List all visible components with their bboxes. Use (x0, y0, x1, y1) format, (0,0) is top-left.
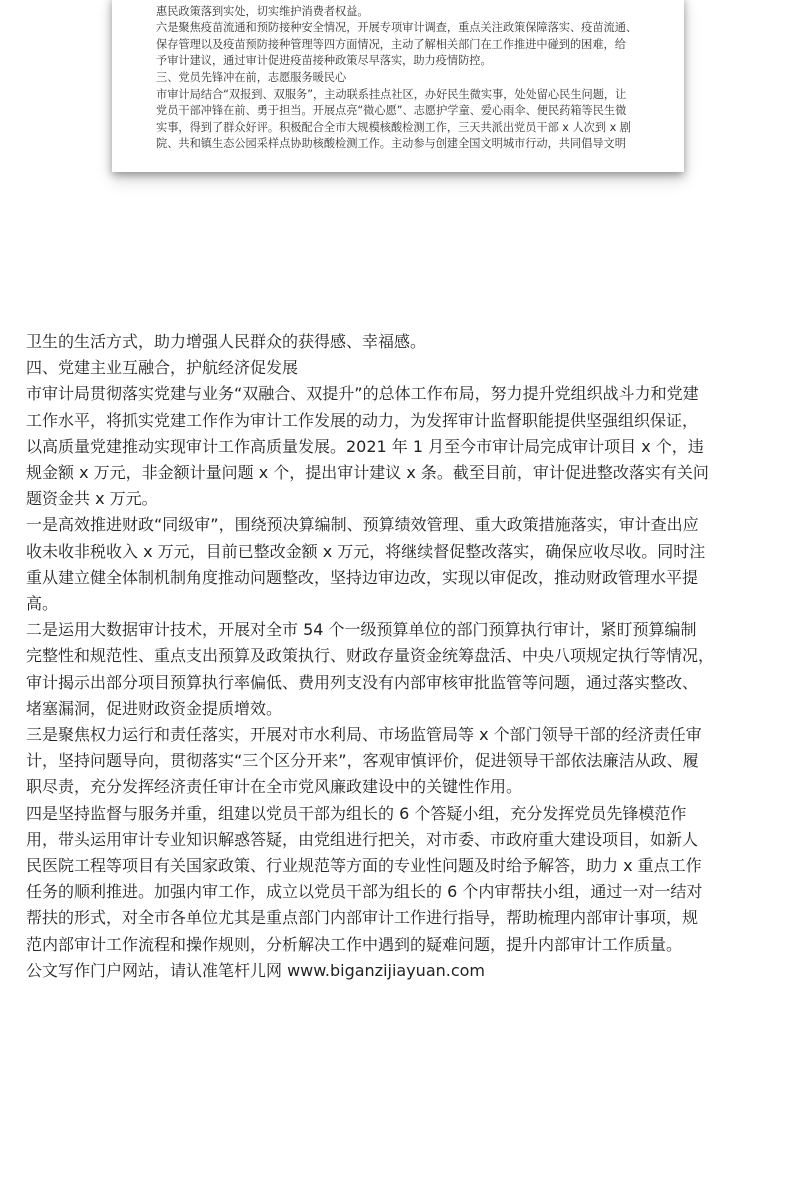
document-body (26, 329, 778, 984)
body-line: 用，带头运用审计专业知识解惑答疑，由党组进行把关，对市委、市政府重大建设项目，如新人 (26, 829, 699, 849)
body-line: 堵塞漏洞，促进财政资金提质增效。 (26, 698, 283, 718)
body-line: 以高质量党建推动实现审计工作高质量发展。2021 年 1 月至今市审计局完成审计项目 x 个，违 (26, 436, 704, 456)
document-preview-card (112, 0, 684, 172)
body-line: 职尽责，充分发挥经济责任审计在全市党风廉政建设中的关键性作用。 (26, 777, 523, 797)
body-line: 民医院工程等项目有关国家政策、行业规范等方面的专业性问题及时给予解答，助力 x 重点工作 (26, 856, 702, 876)
body-line: 一是高效推进财政“同级审”，围绕预决算编制、预算绩效管理、重大政策措施落实，审计查出应 (26, 515, 699, 535)
body-line: 审计揭示出部分项目预算执行率偏低、费用列支没有内部审核审批监管等问题，通过落实整改、 (26, 672, 699, 692)
section-heading: 四、党建主业互融合，护航经济促发展 (26, 358, 299, 378)
body-line: 帮扶的形式，对全市各单位尤其是重点部门内部审计工作进行指导，帮助梳理内部审计事项，规 (26, 908, 699, 928)
preview-line: 院、共和镇生态公园采样点协助核酸检测工作。主动参与创建全国文明城市行动，共同倡导文明 (156, 137, 626, 151)
body-line: 工作水平，将抓实党建工作作为审计工作发展的动力，为发挥审计监督职能提供坚强组织保证， (26, 410, 699, 430)
body-line: 三是聚焦权力运行和责任落实，开展对市水利局、市场监管局等 x 个部门领导干部的经济责任审 (26, 725, 702, 745)
body-line: 计，坚持问题导向，贯彻落实“三个区分开来”，客观审慎评价，促进领导干部依法廉洁从政、履 (26, 751, 699, 771)
body-line: 卫生的生活方式，助力增强人民群众的获得感、幸福感。 (26, 332, 427, 351)
body-line: 重从建立健全体制机制角度推动问题整改，坚持边审边改，实现以审促改，推动财政管理水平提 (26, 567, 699, 587)
preview-line: 三、党员先锋冲在前，志愿服务暖民心 (156, 70, 347, 84)
body-line: 完整性和规范性、重点支出预算及政策执行、财政存量资金统筹盘活、中央八项规定执行等情况， (26, 646, 715, 666)
preview-line: 六是聚焦疫苗流通和预防接种安全情况，开展专项审计调查，重点关注政策保障落实、疫苗流通、 (156, 21, 638, 35)
body-line: 题资金共 x 万元。 (26, 489, 158, 509)
preview-line: 党员干部冲锋在前、勇于担当。开展点亮“微心愿”、志愿护学童、爱心雨伞、便民药箱等民生微 (156, 104, 627, 118)
preview-text (156, 0, 656, 153)
body-line: 范内部审计工作流程和操作规则，分析解决工作中遇到的疑难问题，提升内部审计工作质量。 (26, 934, 683, 954)
body-line: 二是运用大数据审计技术，开展对全市 54 个一级预算单位的部门预算执行审计，紧盯预算编制 (26, 620, 697, 640)
preview-line: 予审计建议，通过审计促进疫苗接种政策尽早落实，助力疫情防控。 (156, 54, 492, 68)
preview-line: 惠民政策落到实处，切实维护消费者权益。 (156, 4, 369, 18)
preview-line: 实事，得到了群众好评。积极配合全市大规模核酸检测工作，三天共派出党员干部 x 人次到 x 剧 (156, 120, 631, 134)
body-line: 高。 (26, 594, 59, 614)
body-line: 规金额 x 万元，非金额计量问题 x 个，提出审计建议 x 条。截至目前，审计促进整改落实有关问 (26, 463, 709, 483)
site-footer-line: 公文写作门户网站，请认准笔杆儿网 www.biganzijiayuan.com (26, 960, 486, 980)
preview-line: 市审计局结合“双报到、双服务”，主动联系挂点社区，办好民生微实事，处处留心民生问题，让 (156, 87, 627, 101)
body-line: 市审计局贯彻落实党建与业务“双融合、双提升”的总体工作布局，努力提升党组织战斗力和党建 (26, 384, 699, 404)
body-line: 四是坚持监督与服务并重，组建以党员干部为组长的 6 个答疑小组，充分发挥党员先锋模范作 (26, 803, 687, 823)
body-line: 任务的顺利推进。加强内审工作，成立以党员干部为组长的 6 个内审帮扶小组，通过一对一结对 (26, 882, 703, 902)
body-line: 收未收非税收入 x 万元，目前已整改金额 x 万元，将继续督促整改落实，确保应收尽收。同时注 (26, 541, 706, 561)
preview-line: 保存管理以及疫苗预防接种管理等四方面情况，主动了解相关部门在工作推进中碰到的困难，给 (156, 37, 626, 51)
